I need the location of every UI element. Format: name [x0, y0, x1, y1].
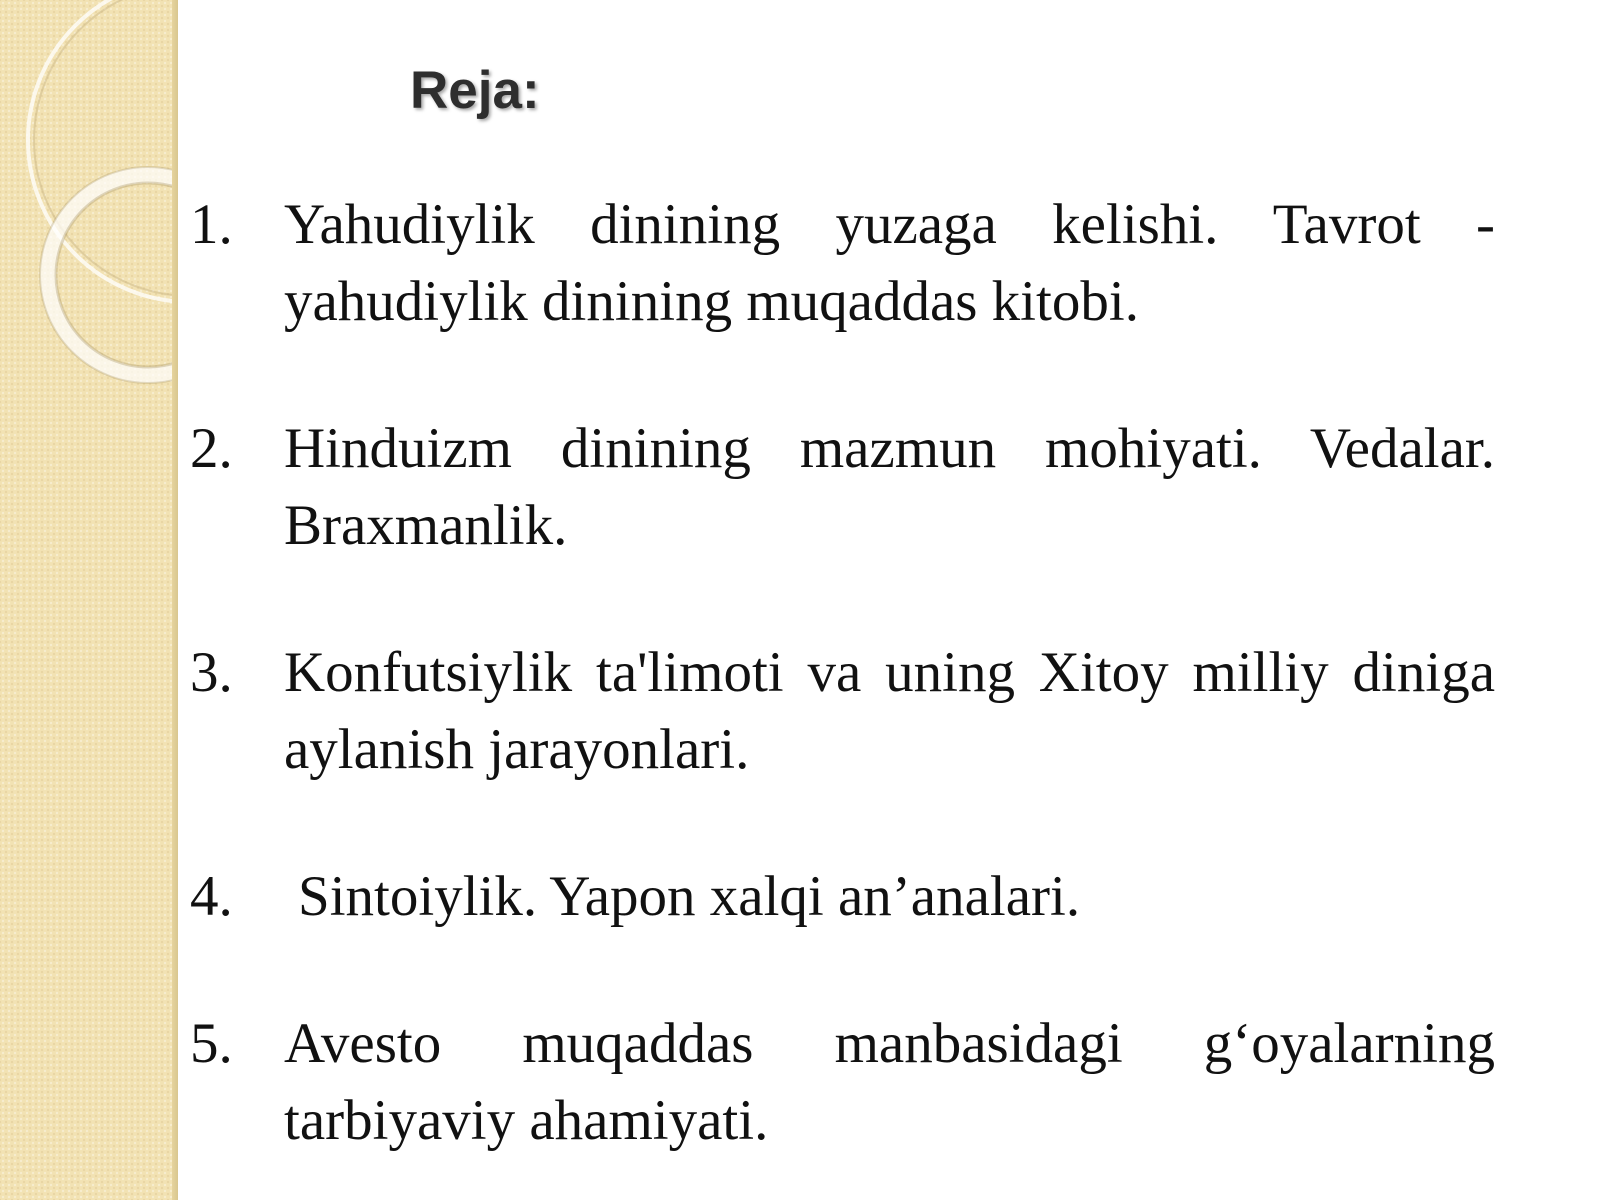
plan-item: [190, 1005, 1495, 1159]
side-panel-edge: [172, 0, 178, 1200]
decorative-rings-icon: [0, 0, 178, 420]
plan-item-number: 4.: [190, 865, 233, 928]
plan-item: [190, 858, 1495, 935]
plan-item-text: Sintoiylik. Yapon xalqi an’analari.: [298, 865, 1081, 928]
plan-item: [190, 186, 1495, 340]
plan-item-number: 2.: [190, 417, 233, 480]
plan-item: [190, 634, 1495, 788]
plan-item-text: Avesto muqaddas manbasidagi g‘oyalarning tarbiyaviy ahamiyati.: [284, 1012, 1495, 1152]
plan-item-number: 1.: [190, 193, 233, 256]
decorative-side-panel: [0, 0, 178, 1200]
plan-item-text: Yahudiylik dinining yuzaga kelishi. Tavrot - yahudiylik dinining muqaddas kitobi.: [284, 193, 1495, 333]
plan-item-text: Konfutsiylik ta'limoti va uning Xitoy milliy diniga aylanish jarayonlari.: [284, 641, 1495, 781]
plan-list: [190, 186, 1495, 1200]
plan-item: [190, 410, 1495, 564]
plan-item-text: Hinduizm dinining mazmun mohiyati. Vedalar. Braxmanlik.: [284, 417, 1495, 557]
plan-item-number: 5.: [190, 1012, 233, 1075]
slide-title: Reja:: [410, 61, 540, 120]
plan-item-number: 3.: [190, 641, 233, 704]
